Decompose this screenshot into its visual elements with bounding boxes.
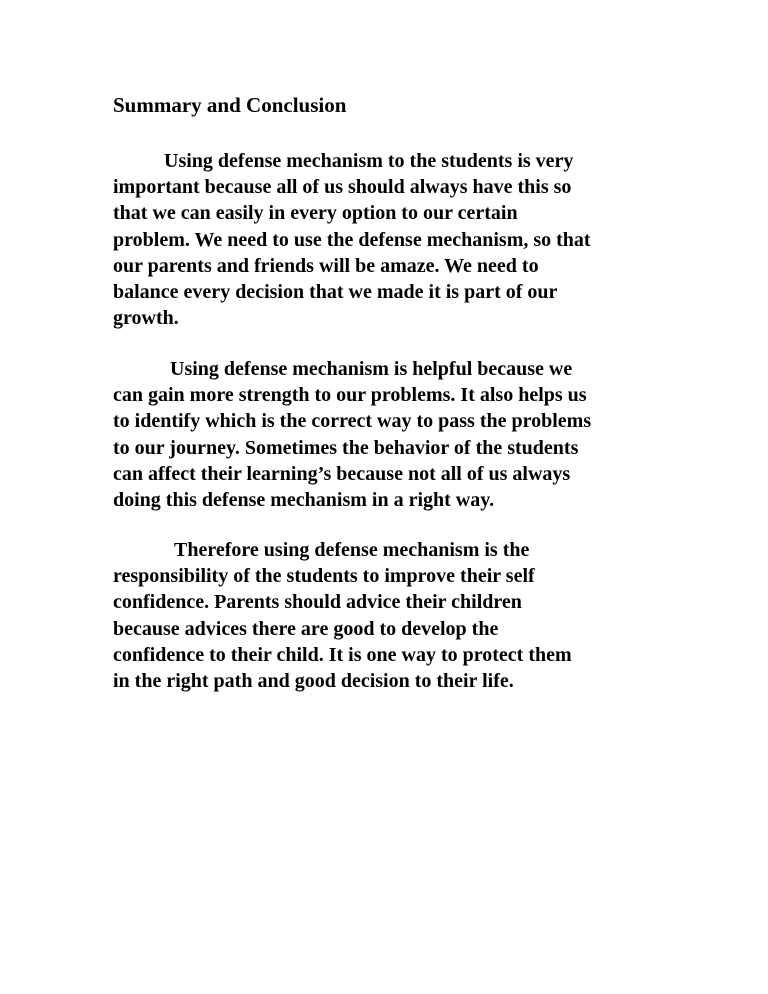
paragraph-line: doing this defense mechanism in a right way. xyxy=(113,489,495,512)
paragraph-line: balance every decision that we made it is part of our xyxy=(113,281,558,304)
paragraph-line: confidence to their child. It is one way to protect them xyxy=(113,643,572,666)
paragraph-line: our parents and friends will be amaze. We need to xyxy=(113,254,539,277)
paragraph-3 xyxy=(113,537,572,694)
paragraph-line: Therefore using defense mechanism is the xyxy=(174,539,530,561)
paragraph-2 xyxy=(113,356,591,513)
paragraph-line: can gain more strength to our problems. It also helps us xyxy=(113,384,587,407)
paragraph-line: because advices there are good to develop the xyxy=(113,617,499,640)
paragraph-line: problem. We need to use the defense mechanism, so that xyxy=(113,228,591,251)
paragraph-line: can affect their learning’s because not all of us always xyxy=(113,462,571,485)
paragraph-line: growth. xyxy=(113,307,179,330)
paragraph-1 xyxy=(113,148,591,331)
paragraph-line: important because all of us should always have this so xyxy=(113,176,572,199)
paragraph-line: Using defense mechanism to the students is very xyxy=(164,150,574,172)
paragraph-line: in the right path and good decision to their life. xyxy=(113,670,514,693)
paragraph-line: Using defense mechanism is helpful because we xyxy=(170,358,573,380)
paragraph-line: responsibility of the students to improve their self xyxy=(113,565,535,588)
paragraph-line: to identify which is the correct way to pass the problems xyxy=(113,410,592,433)
paragraph-line: that we can easily in every option to our certain xyxy=(113,202,518,225)
page-title: Summary and Conclusion xyxy=(113,93,347,117)
paragraph-line: confidence. Parents should advice their children xyxy=(113,591,522,614)
paragraph-line: to our journey. Sometimes the behavior of the students xyxy=(113,436,579,459)
